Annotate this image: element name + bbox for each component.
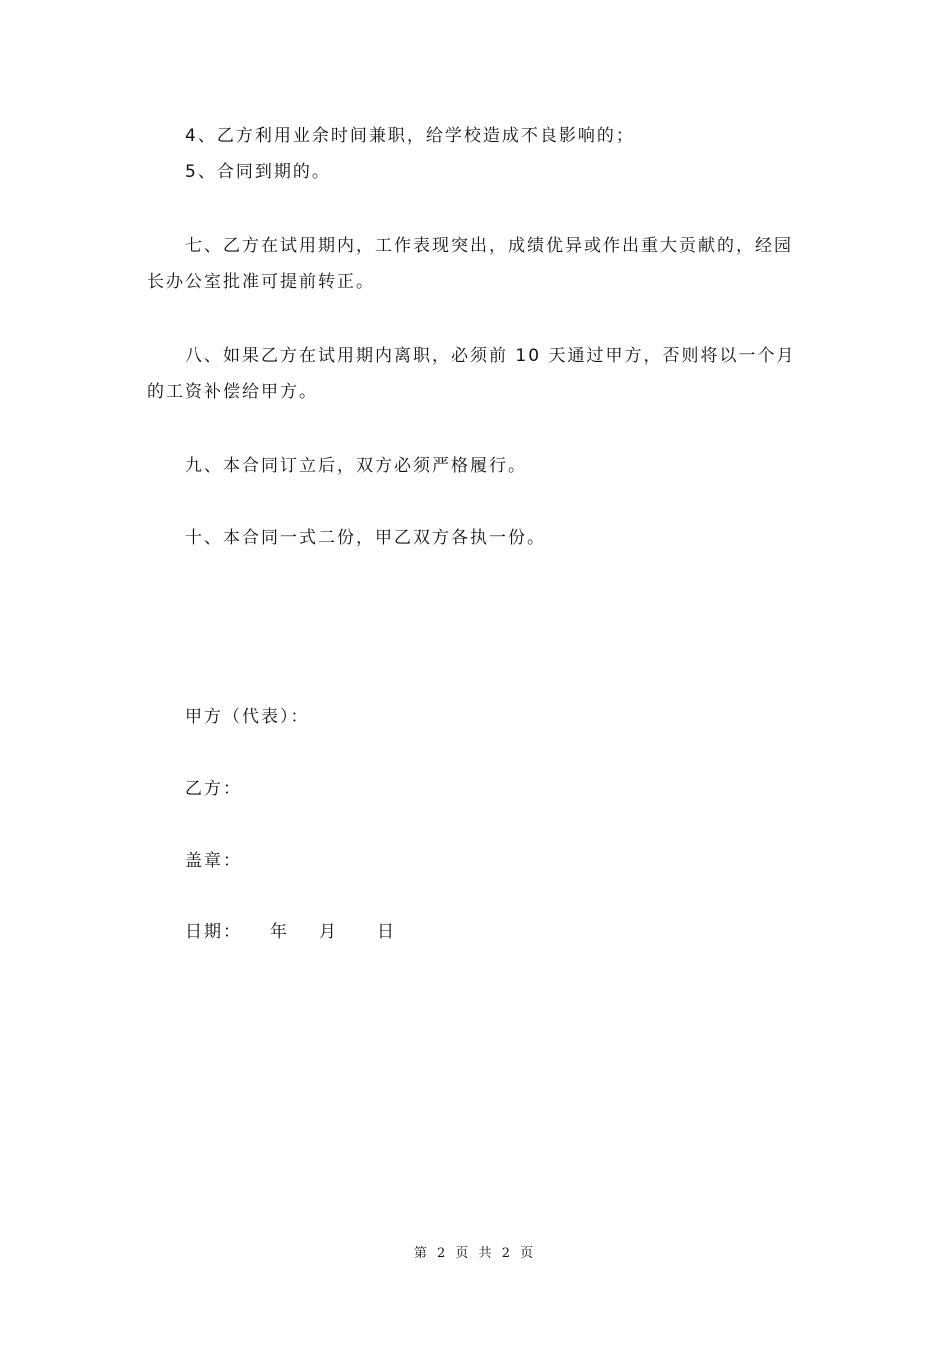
clause-10: 十、本合同一式二份，甲乙双方各执一份。 xyxy=(185,528,546,548)
list-item-5: 5、合同到期的。 xyxy=(185,162,331,182)
list-item-4: 4、乙方利用业余时间兼职，给学校造成不良影响的； xyxy=(185,126,635,146)
date-label: 日期： xyxy=(185,922,242,942)
clause-9: 九、本合同订立后，双方必须严格履行。 xyxy=(185,456,527,476)
date-month: 月 xyxy=(319,922,336,942)
party-a-label: 甲方（代表）： xyxy=(185,707,310,727)
party-b-label: 乙方： xyxy=(185,779,242,799)
clause-8-line-2: 的工资补偿给甲方。 xyxy=(147,382,318,402)
clause-8-line-1: 八、如果乙方在试用期内离职，必须前 10 天通过甲方，否则将以一个月 xyxy=(185,346,796,366)
date-year: 年 xyxy=(270,922,287,942)
page-footer: 第 2 页 共 2 页 xyxy=(413,1246,537,1261)
date-day: 日 xyxy=(377,922,394,942)
clause-7-line-2: 长办公室批准可提前转正。 xyxy=(147,272,375,292)
clause-7-line-1: 七、乙方在试用期内，工作表现突出，成绩优异或作出重大贡献的，经园 xyxy=(185,236,793,256)
seal-label: 盖章： xyxy=(185,851,242,871)
